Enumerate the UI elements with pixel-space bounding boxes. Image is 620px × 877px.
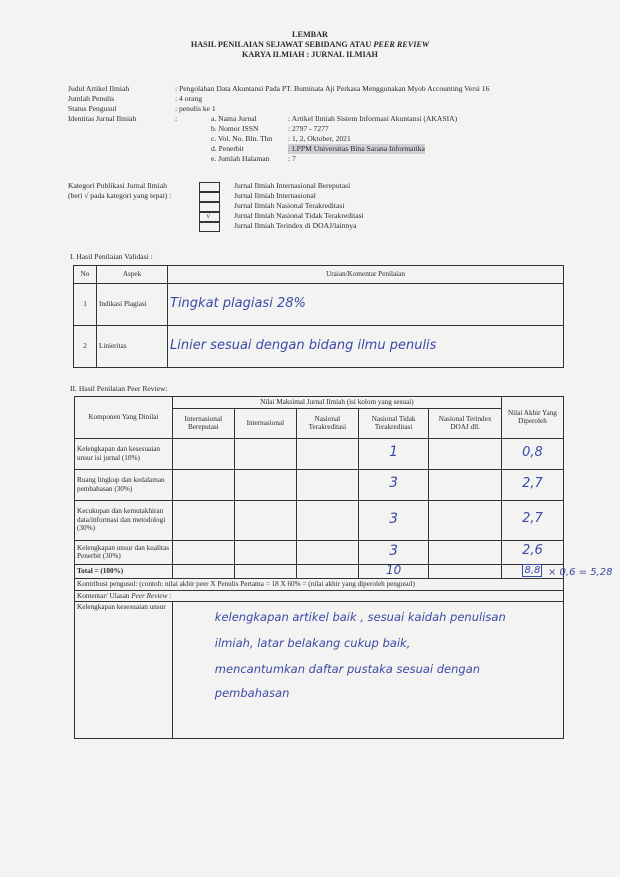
empty-cell xyxy=(234,540,296,564)
peer-head-akhir: Nilai Akhir Yang Diperoleh xyxy=(501,397,563,439)
kategori-instruction: (beri √ pada kategori yang tepat) : xyxy=(68,191,172,200)
peer-row-1-akhir: 0,8 xyxy=(522,444,543,460)
validasi-row-2-komentar: Linier sesuai dengan bidang ilmu penulis xyxy=(170,337,437,353)
peer-col-intl-bereputasi: Internasional Bereputasi xyxy=(172,408,234,438)
peer-total-calc: × 0,6 = 5,28 xyxy=(548,567,613,578)
empty-cell xyxy=(234,500,296,540)
nama-jurnal-value: : Artikel Ilmiah Sistem Informasi Akuntansi (AKASIA) xyxy=(288,114,458,123)
validasi-head-uraian: Uraian/Komentar Penilaian xyxy=(168,266,564,284)
empty-cell xyxy=(172,500,234,540)
empty-cell xyxy=(172,564,234,578)
empty-cell xyxy=(296,540,358,564)
identitas-jurnal-colon: : xyxy=(175,114,178,123)
peer-head-komponen: Komponen Yang Dinilai xyxy=(75,397,173,439)
peer-row-1-nilai-cell xyxy=(358,438,428,469)
empty-cell xyxy=(172,540,234,564)
table-row xyxy=(75,500,564,540)
peer-komentar-head-text: Komentar/ Ulasan xyxy=(77,591,132,600)
validasi-title: I. Hasil Penilaian Validasi : xyxy=(70,252,153,261)
empty-cell xyxy=(429,469,502,500)
validasi-head-aspek: Aspek xyxy=(97,266,168,284)
peer-komentar-line-3: mencantumkan daftar pustaka sesuai dengan xyxy=(214,662,481,677)
peer-row-4-akhir-cell xyxy=(501,540,563,564)
penerbit-label: d. Penerbit xyxy=(211,144,244,153)
peer-row-3-nilai: 3 xyxy=(389,510,399,527)
empty-cell xyxy=(296,500,358,540)
table-row xyxy=(75,438,564,469)
peer-row-2-akhir: 2,7 xyxy=(522,475,543,491)
peer-row-4-nilai: 3 xyxy=(389,542,399,559)
validasi-row-1-komentar-cell xyxy=(168,284,564,326)
empty-cell xyxy=(172,469,234,500)
halaman-label: e. Jumlah Halaman xyxy=(211,154,270,163)
jumlah-penulis-label: Jumlah Penulis xyxy=(68,94,115,103)
peer-total-nilai: 10 xyxy=(385,562,402,577)
kategori-option-4: Jurnal Ilmiah Nasional Tidak Terakreditasi xyxy=(234,211,364,220)
table-row xyxy=(75,564,564,578)
doc-title-line2-italic: PEER REVIEW xyxy=(373,40,430,49)
peer-komentar-line-2: ilmiah, latar belakang cukup baik, xyxy=(214,636,411,651)
identitas-jurnal-label: Identitas Jurnal Ilmiah xyxy=(68,114,137,123)
kategori-checkbox-4[interactable] xyxy=(199,212,220,222)
empty-cell xyxy=(296,438,358,469)
doc-title-line2-text: HASIL PENILAIAN SEJAWAT SEBIDANG ATAU xyxy=(190,40,374,49)
peer-col-intl: Internasional xyxy=(234,408,296,438)
peer-total-nilai-cell xyxy=(358,564,428,578)
peer-row-4-nilai-cell xyxy=(358,540,428,564)
validasi-head-no: No xyxy=(74,266,97,284)
peer-komentar-head-suffix: : xyxy=(167,591,172,600)
table-row xyxy=(74,284,564,326)
peer-row-2-nilai: 3 xyxy=(389,475,399,492)
validasi-row-2-no: 2 xyxy=(74,326,97,368)
peer-title: II. Hasil Penilaian Peer Review: xyxy=(70,384,168,393)
halaman-value: : 7 xyxy=(288,154,296,163)
table-row xyxy=(75,469,564,500)
peer-row-1-akhir-cell xyxy=(501,438,563,469)
empty-cell xyxy=(429,438,502,469)
validasi-row-1-aspek: Indikasi Plagiasi xyxy=(97,284,168,326)
empty-cell xyxy=(172,438,234,469)
peer-row-3-akhir-cell xyxy=(501,500,563,540)
peer-col-doaj: Nasional Terindex DOAJ dll. xyxy=(429,408,502,438)
empty-cell xyxy=(429,500,502,540)
peer-row-4-akhir: 2,6 xyxy=(522,543,543,559)
kategori-option-5: Jurnal Ilmiah Terindex di DOAJ/lainnya xyxy=(234,221,357,230)
jumlah-penulis-value: : 4 orang xyxy=(175,94,202,103)
peer-row-3-label: Kecukupan dan kemutakhiran data/informasi dan metodologi (30%) xyxy=(75,500,173,540)
peer-row-2-label: Ruang lingkup dan kedalaman pembahasan (30%) xyxy=(75,469,173,500)
kategori-check-4: √ xyxy=(206,211,212,220)
peer-kontribusi: Kontribusi pengusul: (contoh: nilai akhir peer X Penulis Pertama = 18 X 60% = (nilai akhir yang diperoleh pengusul) xyxy=(75,578,564,590)
nama-jurnal-label: a. Nama Jurnal xyxy=(211,114,257,123)
peer-row-1-label: Kelengkapan dan kesesuaian unsur isi jurnal (10%) xyxy=(75,438,173,469)
peer-komentar-line-4: pembahasan xyxy=(214,686,290,701)
validasi-row-2-komentar-cell xyxy=(168,326,564,368)
peer-komentar-head-italic: Peer Review xyxy=(131,591,168,600)
kategori-checkbox-2[interactable] xyxy=(199,192,220,202)
status-pengusul-label: Status Pengusul xyxy=(68,104,117,113)
peer-col-nas-terakreditasi: Nasional Terakreditasi xyxy=(296,408,358,438)
doc-title-line2 xyxy=(0,40,620,50)
empty-cell xyxy=(429,540,502,564)
table-row xyxy=(75,540,564,564)
peer-table xyxy=(74,396,564,739)
peer-row-3-nilai-cell xyxy=(358,500,428,540)
empty-cell xyxy=(234,469,296,500)
doc-title-line3: KARYA ILMIAH : JURNAL ILMIAH xyxy=(242,50,378,59)
empty-cell xyxy=(296,469,358,500)
validasi-row-2-aspek: Linieritas xyxy=(97,326,168,368)
judul-value: : Pengolahan Data Akuntansi Pada PT. Buminata Aji Perkasa Menggunakan Myob Accounting Versi 16 xyxy=(175,84,490,93)
kategori-option-1: Jurnal Ilmiah Internasional Bereputasi xyxy=(234,181,351,190)
peer-head-nilai: Nilai Maksimal Jurnal Ilmiah (isi kolom yang sesuai) xyxy=(172,397,501,409)
kategori-label: Kategori Publikasi Jurnal Ilmiah xyxy=(68,181,167,190)
vol-label: c. Vol. No. Bln. Thn xyxy=(211,134,273,143)
kategori-option-3: Jurnal Ilmiah Nasional Terakreditasi xyxy=(234,201,345,210)
peer-total-akhir: 8,8 xyxy=(524,564,541,576)
validasi-row-1-no: 1 xyxy=(74,284,97,326)
table-row xyxy=(74,326,564,368)
peer-col-nas-tidak: Nasional Tidak Terakreditasi xyxy=(358,408,428,438)
empty-cell xyxy=(234,564,296,578)
peer-row-1-nilai: 1 xyxy=(389,444,399,461)
validasi-row-1-komentar: Tingkat plagiasi 28% xyxy=(170,295,306,311)
kategori-checkbox-1[interactable] xyxy=(199,182,220,192)
issn-value: : 2797 - 7277 xyxy=(288,124,329,133)
kategori-option-2: Jurnal Ilmiah Internasional xyxy=(234,191,316,200)
status-pengusul-value: : penulis ke 1 xyxy=(175,104,216,113)
peer-row-2-akhir-cell xyxy=(501,469,563,500)
empty-cell xyxy=(234,438,296,469)
peer-row-4-label: Kelengkapan unsur dan kualitas Penerbit (30%) xyxy=(75,540,173,564)
peer-komentar-label: Kelengkapan kesesuaian unsur xyxy=(75,602,173,739)
kategori-checkbox-5[interactable] xyxy=(199,222,220,232)
peer-komentar-head xyxy=(75,590,564,602)
peer-row-2-nilai-cell xyxy=(358,469,428,500)
issn-label: b. Nomor ISSN xyxy=(211,124,259,133)
peer-komentar-cell xyxy=(172,602,563,739)
judul-label: Judul Artikel Ilmiah xyxy=(68,84,130,93)
empty-cell xyxy=(429,564,502,578)
penerbit-value: : LPPM Universitas Bina Sarana Informatika xyxy=(288,144,425,153)
doc-title-line1: LEMBAR xyxy=(292,30,328,39)
empty-cell xyxy=(296,564,358,578)
peer-row-3-akhir: 2,7 xyxy=(522,511,543,527)
peer-total-label: Total = (100%) xyxy=(75,564,173,578)
peer-komentar-line-1: kelengkapan artikel baik , sesuai kaidah penulisan xyxy=(214,610,506,625)
validasi-table xyxy=(73,265,564,368)
vol-value: : 1, 2, Oktober, 2021 xyxy=(288,134,351,143)
